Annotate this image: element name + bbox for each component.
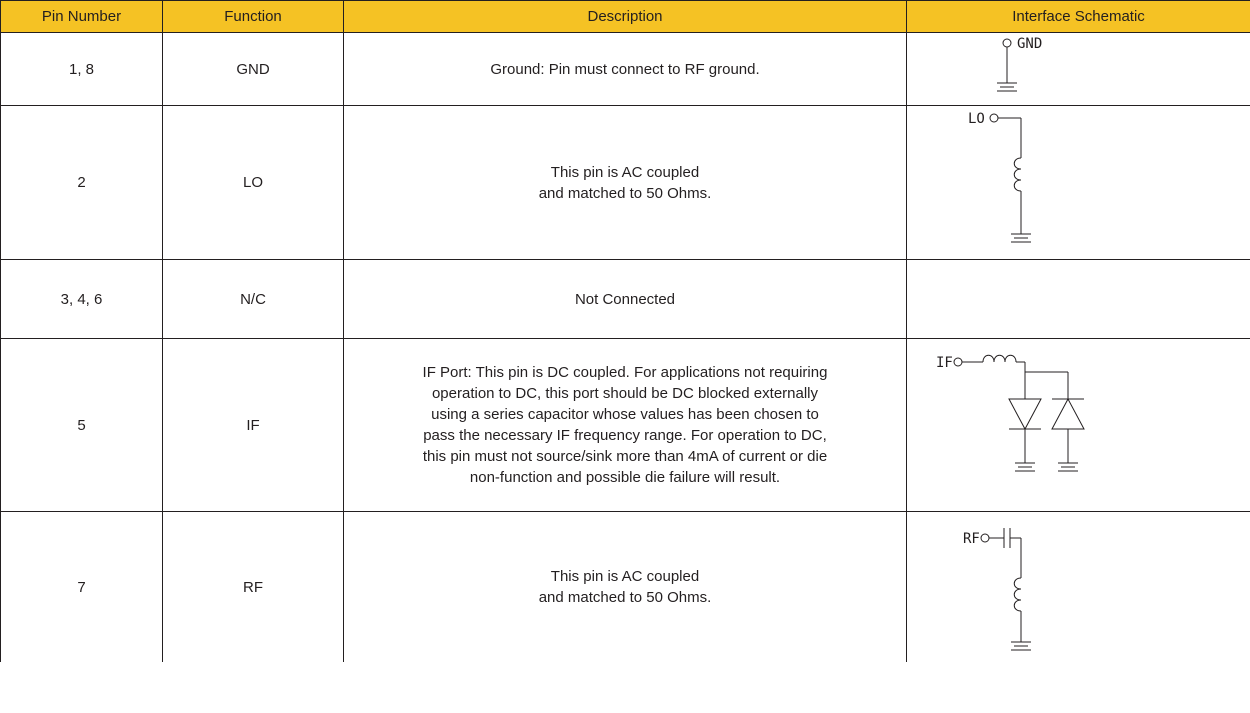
function-cell: IF xyxy=(163,339,344,512)
description-cell xyxy=(344,339,907,512)
schematic-cell xyxy=(907,260,1250,339)
schematic-label: GND xyxy=(1017,36,1043,52)
schematic-cell xyxy=(907,339,1250,512)
function-cell: LO xyxy=(163,106,344,260)
description-cell: Ground: Pin must connect to RF ground. xyxy=(344,33,907,106)
header-interface-schematic: Interface Schematic xyxy=(907,1,1250,33)
pin-number-cell: 1, 8 xyxy=(1,33,163,106)
capacitor-inductor-schematic-icon xyxy=(907,512,1250,662)
header-pin-number: Pin Number xyxy=(1,1,163,33)
schematic-cell xyxy=(907,33,1250,106)
inductor-to-ground-schematic-icon xyxy=(907,106,1250,259)
description-cell xyxy=(344,106,907,260)
table-header-row xyxy=(1,1,1250,33)
description-line: IF Port: This pin is DC coupled. For applications not requiring xyxy=(422,364,828,381)
description-line: and matched to 50 Ohms. xyxy=(538,589,712,606)
schematic-label: IF xyxy=(936,355,953,371)
schematic-cell xyxy=(907,106,1250,260)
description-cell: Not Connected xyxy=(344,260,907,339)
description-line: This pin is AC coupled xyxy=(550,163,700,181)
header-function: Function xyxy=(163,1,344,33)
table-row xyxy=(1,260,1250,339)
schematic-label: RF xyxy=(963,531,980,547)
function-cell: RF xyxy=(163,512,344,663)
pin-number-cell: 2 xyxy=(1,106,163,260)
description-line: operation to DC, this port should be DC blocked externally xyxy=(431,385,819,402)
description-line: using a series capacitor whose values has been chosen to xyxy=(431,406,819,423)
description-line: this pin must not source/sink more than 4mA of current or die xyxy=(422,448,828,465)
function-cell: GND xyxy=(163,33,344,106)
description-line: and matched to 50 Ohms. xyxy=(538,184,712,202)
schematic-cell xyxy=(907,512,1250,663)
description-cell xyxy=(344,512,907,663)
description-line: non-function and possible die failure will result. xyxy=(469,469,781,486)
if-diode-schematic-icon xyxy=(907,339,1250,511)
table-row xyxy=(1,106,1250,260)
function-cell: N/C xyxy=(163,260,344,339)
pin-number-cell: 3, 4, 6 xyxy=(1,260,163,339)
table-row xyxy=(1,512,1250,663)
pin-number-cell: 7 xyxy=(1,512,163,663)
pin-number-cell: 5 xyxy=(1,339,163,512)
description-line: This pin is AC coupled xyxy=(550,568,700,585)
table-row xyxy=(1,33,1250,106)
description-line: pass the necessary IF frequency range. For operation to DC, xyxy=(423,427,827,444)
ground-schematic-icon xyxy=(907,33,1250,105)
schematic-label: LO xyxy=(968,111,985,127)
table-row xyxy=(1,339,1250,512)
header-description: Description xyxy=(344,1,907,33)
